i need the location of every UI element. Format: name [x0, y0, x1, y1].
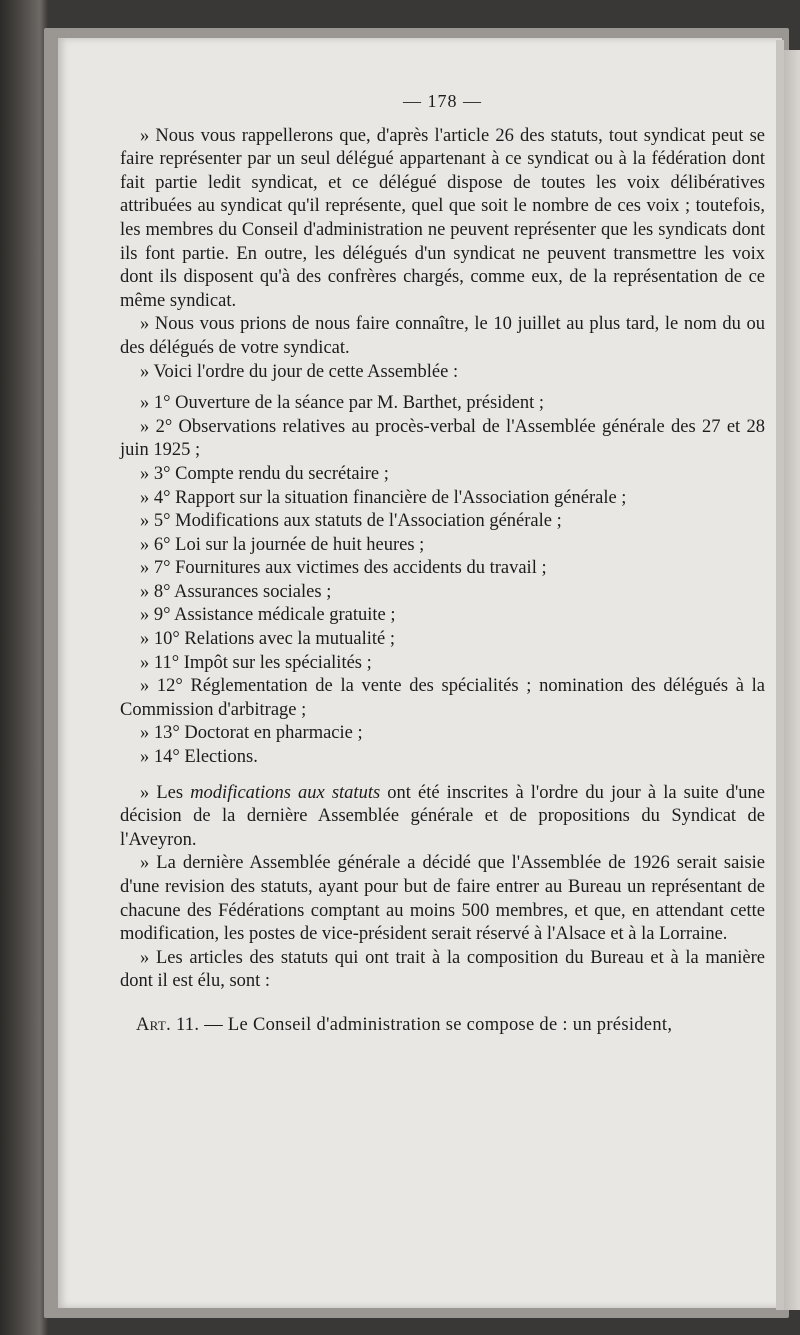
agenda-item: » 12° Réglementation de la vente des spécialités ; nomination des délégués à la Commission d'arbitrage ; [120, 676, 765, 720]
agenda-item: » 2° Observations relatives au procès-verbal de l'Assemblée générale des 27 et 28 juin 1925 ; [120, 416, 765, 461]
agenda-item: » 10° Relations avec la mutualité ; [140, 629, 396, 650]
paragraph-agenda-intro: » Voici l'ordre du jour de cette Assemblée : [140, 361, 459, 382]
agenda-item: » 3° Compte rendu du secrétaire ; [140, 463, 389, 484]
page-edge [776, 40, 784, 1310]
agenda-item: » 7° Fournitures aux victimes des accidents du travail ; [140, 558, 547, 579]
paragraph-delegates: » Nous vous rappellerons que, d'après l'article 26 des statuts, tout syndicat peut se faire représenter par un seul délégué appartenant à ce syndicat ou à la fédération dont fait partie ledit syndicat, et ce délégué dispose de toutes les voix délibératives attribuées au syndicat qu'il représente, quel que soit le nombre de ces voix ; toutefois, les membres du Conseil d'administration ne peuvent représenter que les syndicats dont ils font partie. En outre, les délégués d'un syndicat ne peuvent transmettre les voix dont ils disposent qu'à des confrères chargés, comme eux, de la représentation de ce même syndicat. [120, 125, 765, 311]
agenda-list [120, 392, 765, 770]
page-text [120, 90, 765, 1038]
modifications-rest: ont été inscrites à l'ordre du jour à la suite d'une décision de la dernière Assemblée générale et de propositions du Syndicat de l'Aveyron. [120, 782, 766, 850]
agenda-item: » 13° Doctorat en pharmacie ; [140, 723, 363, 744]
paragraph-modifications [120, 782, 765, 853]
page-number: — 178 — [403, 91, 482, 111]
agenda-item: » 1° Ouverture de la séance par M. Barthet, président ; [140, 393, 544, 414]
agenda-item: » 8° Assurances sociales ; [140, 581, 332, 602]
modifications-lead: » Les [140, 782, 191, 803]
agenda-item: » 11° Impôt sur les spécialités ; [140, 652, 372, 673]
article-11 [120, 1014, 765, 1038]
agenda-item: » 6° Loi sur la journée de huit heures ; [140, 534, 425, 555]
modifications-italic: modifications aux statuts [190, 782, 381, 803]
article-label: Art. 11. [136, 1014, 200, 1035]
spacer [120, 770, 765, 782]
agenda-item: » 4° Rapport sur la situation financière de l'Association générale ; [140, 487, 627, 508]
article-text: — Le Conseil d'administration se compose de : un président, [199, 1014, 673, 1035]
paragraph-articles-intro: » Les articles des statuts qui ont trait à la composition du Bureau et à la manière dont il est élu, sont : [120, 947, 765, 992]
agenda-item: » 14° Elections. [140, 747, 258, 768]
agenda-item: » 9° Assistance médicale gratuite ; [140, 605, 396, 626]
agenda-item: » 5° Modifications aux statuts de l'Association générale ; [140, 511, 562, 532]
paragraph-deadline: » Nous vous prions de nous faire connaître, le 10 juillet au plus tard, le nom du ou des délégués de votre syndicat. [120, 314, 765, 358]
paragraph-revision: » La dernière Assemblée générale a décidé que l'Assemblée de 1926 serait saisie d'une revision des statuts, ayant pour but de faire entrer au Bureau un représentant de chacune des Fédérations comptant au moins 500 membres, et que, en attendant cette modification, les postes de vice-président serait réservé à l'Alsace et à la Lorraine. [120, 853, 765, 945]
